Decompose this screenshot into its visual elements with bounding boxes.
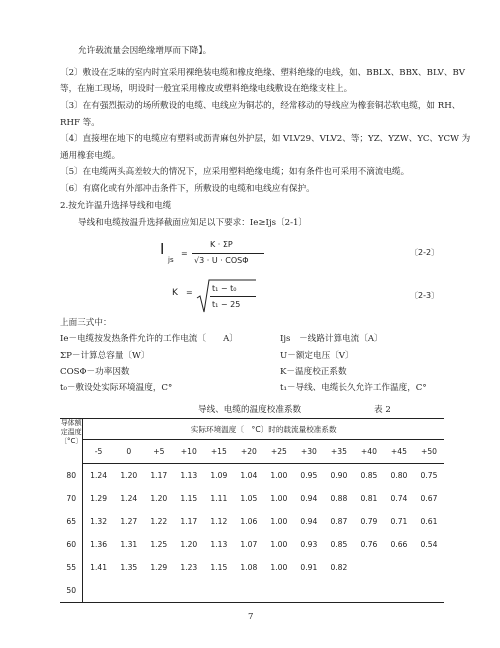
coef-cell: 0.88	[330, 494, 348, 503]
temp-col-10: +45	[384, 440, 414, 464]
table-rowhead: 导体额定温度〔°C〕	[60, 419, 83, 464]
def-ijs: Ijs －线路计算电流〔A〕	[280, 334, 383, 344]
formula-ijs-sub: js	[168, 256, 174, 264]
temperature-correction-table	[60, 418, 444, 603]
coef-cell: 0.94	[300, 494, 318, 503]
coef-cell: 0.85	[360, 471, 378, 480]
coef-cell: 1.24	[120, 494, 138, 503]
temp-col-3: +10	[174, 440, 204, 464]
formula-k-lhs: K	[172, 288, 178, 298]
para-item-3-cont: RHF 等。	[60, 118, 100, 128]
table-row	[60, 533, 444, 556]
para-item-5: 〔5〕在电缆两头高差较大的情况下，应采用塑料绝缘电缆；如有条件也可采用不滴流电缆。	[60, 167, 410, 177]
coef-cell: 1.06	[240, 517, 258, 526]
temp-col-0: -5	[83, 440, 114, 464]
def-u: U－额定电压〔V〕	[280, 351, 354, 361]
coef-cell	[354, 556, 384, 579]
coef-cell: 1.24	[83, 464, 114, 488]
coef-cell	[144, 579, 174, 603]
coef-cell: 1.00	[270, 563, 288, 572]
coef-cell: 0.80	[390, 471, 408, 480]
coef-cell	[234, 579, 264, 603]
coef-cell: 0.75	[420, 471, 438, 480]
table-colhead: 实际环境温度〔 °C〕时的载流量校准系数	[83, 419, 444, 440]
def-ie: Ie－电缆按发热条件允许的工作电流〔 A〕	[60, 334, 238, 344]
formula-k-denominator: t₁ − 25	[212, 300, 241, 309]
def-k: K－温度校正系数	[280, 367, 347, 377]
definitions-heading: 上面三式中：	[60, 318, 112, 328]
coef-cell: 0.90	[330, 471, 348, 480]
def-t0: t₀－敷设处实际环境温度，C°	[60, 383, 173, 393]
coef-cell: 1.00	[270, 494, 288, 503]
coef-cell: 0.87	[330, 517, 348, 526]
coef-cell: 0.95	[300, 471, 318, 480]
coef-cell	[354, 579, 384, 603]
intro-line: 导线和电缆按温升选择截面应知足以下要求：Ie≥Ijs〔2-1〕	[78, 218, 308, 228]
coef-cell	[384, 556, 414, 579]
coef-cell: 1.08	[240, 563, 258, 572]
coef-cell: 1.29	[83, 487, 114, 510]
coef-cell: 1.09	[210, 471, 228, 480]
formula-k-numerator: t₁ − t₀	[212, 284, 237, 293]
coef-cell: 1.25	[150, 540, 168, 549]
para-item-3: 〔3〕在有强烈振动的场所敷设的电缆、电线应为铜芯的，经常移动的导线应为橡套铜芯软电缆，如 RH、	[60, 101, 461, 111]
coef-cell: 1.23	[180, 563, 198, 572]
formula-ijs-numerator: K · ΣP	[210, 240, 233, 249]
temp-col-5: +20	[234, 440, 264, 464]
coef-cell: 0.79	[360, 517, 378, 526]
table-body	[60, 464, 444, 603]
coef-cell: 0.71	[390, 517, 408, 526]
coef-cell: 1.20	[180, 540, 198, 549]
def-t1: t₁－导线、电缆长久允许工作温度，C°	[280, 383, 427, 393]
temp-col-9: +40	[354, 440, 384, 464]
formula-number-2-3: 〔2-3〕	[410, 291, 440, 300]
coef-cell: 1.36	[83, 533, 114, 556]
temp-col-7: +30	[294, 440, 324, 464]
coef-cell: 1.20	[150, 494, 168, 503]
coef-cell: 1.00	[270, 540, 288, 549]
formula-ijs-denominator: √3 · U · COSΦ	[194, 256, 249, 265]
def-cos-phi: COSΦ－功率因数	[60, 367, 130, 377]
coef-cell: 1.17	[150, 471, 168, 480]
temp-col-2: +5	[144, 440, 174, 464]
para-item-4-cont: 通用橡套电缆。	[60, 151, 121, 161]
coef-cell: 0.74	[390, 494, 408, 503]
table-row	[60, 579, 444, 603]
para-continuation: 允许载流量会因绝缘增厚而下降】。	[78, 46, 212, 56]
def-sum-p: ΣP－计算总容量〔W〕	[60, 351, 150, 361]
coef-cell: 1.27	[120, 517, 138, 526]
coef-cell: 1.00	[270, 517, 288, 526]
coef-cell: 0.85	[330, 540, 348, 549]
coef-cell: 1.11	[210, 494, 228, 503]
coef-cell: 1.05	[240, 494, 258, 503]
coef-cell: 0.76	[360, 540, 378, 549]
coef-cell: 1.00	[270, 471, 288, 480]
coef-cell: 1.41	[83, 556, 114, 579]
table-row	[60, 510, 444, 533]
coef-cell: 1.32	[83, 510, 114, 533]
para-item-2-cont: 等，在施工现场，明设时一般宜采用橡皮或塑料绝缘电线敷设在绝缘支柱上。	[60, 84, 353, 94]
coef-cell	[294, 579, 324, 603]
coef-cell	[414, 556, 444, 579]
coef-cell: 1.31	[120, 540, 138, 549]
para-item-6: 〔6〕有腐化或有外部冲击条件下，所敷设的电缆和电线应有保护。	[60, 184, 315, 194]
coef-cell: 1.12	[210, 517, 228, 526]
coef-cell: 0.54	[420, 540, 438, 549]
coef-cell: 0.93	[300, 540, 318, 549]
coef-cell	[324, 579, 354, 603]
coef-cell: 0.66	[390, 540, 408, 549]
formula-k-eq: =	[186, 288, 193, 297]
page-number: 7	[248, 612, 254, 622]
coef-cell: 0.67	[420, 494, 438, 503]
coef-cell: 1.35	[120, 563, 138, 572]
coef-cell: 1.17	[180, 517, 198, 526]
temp-col-6: +25	[264, 440, 294, 464]
coef-cell: 1.04	[240, 471, 258, 480]
table-title: 导线、电缆的温度校准系数	[198, 405, 302, 415]
table-row	[60, 556, 444, 579]
coef-cell: 0.91	[300, 563, 318, 572]
row-temp-cell: 70	[66, 494, 77, 503]
coef-cell	[204, 579, 234, 603]
coef-cell: 0.82	[330, 563, 348, 572]
table-header-row	[60, 440, 444, 464]
formula-ijs-fraction-line	[192, 253, 264, 254]
coef-cell	[83, 579, 114, 603]
row-temp-cell: 55	[66, 563, 77, 572]
row-temp-cell: 60	[66, 540, 77, 549]
coef-cell: 1.07	[240, 540, 258, 549]
para-item-2: 〔2〕敷设在乏味的室内时宜采用裸绝装电缆和橡皮绝缘、塑料绝缘的电线，如、BBLX、BBX、BLV、BV	[60, 68, 465, 78]
coef-cell: 0.81	[360, 494, 378, 503]
section-heading: 2.按允许温升选择导线和电缆	[60, 201, 172, 211]
coef-cell: 0.94	[300, 517, 318, 526]
coef-cell: 1.13	[210, 540, 228, 549]
temp-col-11: +50	[414, 440, 444, 464]
coef-cell	[414, 579, 444, 603]
coef-cell: 1.22	[150, 517, 168, 526]
formula-ijs-eq: =	[181, 249, 188, 258]
row-temp-cell: 65	[66, 517, 77, 526]
temp-col-4: +15	[204, 440, 234, 464]
row-temp-cell: 50	[60, 579, 83, 603]
row-temp-cell: 80	[66, 470, 77, 480]
formula-ijs-lhs: I	[160, 240, 165, 258]
coef-cell	[174, 579, 204, 603]
table-number: 表 2	[374, 405, 391, 415]
coef-cell: 0.61	[420, 517, 438, 526]
coef-cell: 1.13	[180, 471, 198, 480]
coef-cell	[384, 579, 414, 603]
para-item-4: 〔4〕直接埋在地下的电缆应有塑料或沥青麻包外护层，如 VLV29、VLV2、等；YZ、YZW、YC、YCW 为	[60, 134, 471, 144]
temp-col-8: +35	[324, 440, 354, 464]
coef-cell	[114, 579, 144, 603]
formula-k-fraction-line	[210, 296, 256, 297]
coef-cell	[264, 579, 294, 603]
coef-cell: 1.29	[150, 563, 168, 572]
temp-col-1: 0	[114, 440, 144, 464]
coef-cell: 1.15	[210, 563, 228, 572]
table-row	[60, 487, 444, 510]
table-row	[60, 464, 444, 488]
coef-cell: 1.20	[120, 471, 138, 480]
coef-cell: 1.15	[180, 494, 198, 503]
formula-number-2-2: 〔2-2〕	[410, 248, 440, 257]
